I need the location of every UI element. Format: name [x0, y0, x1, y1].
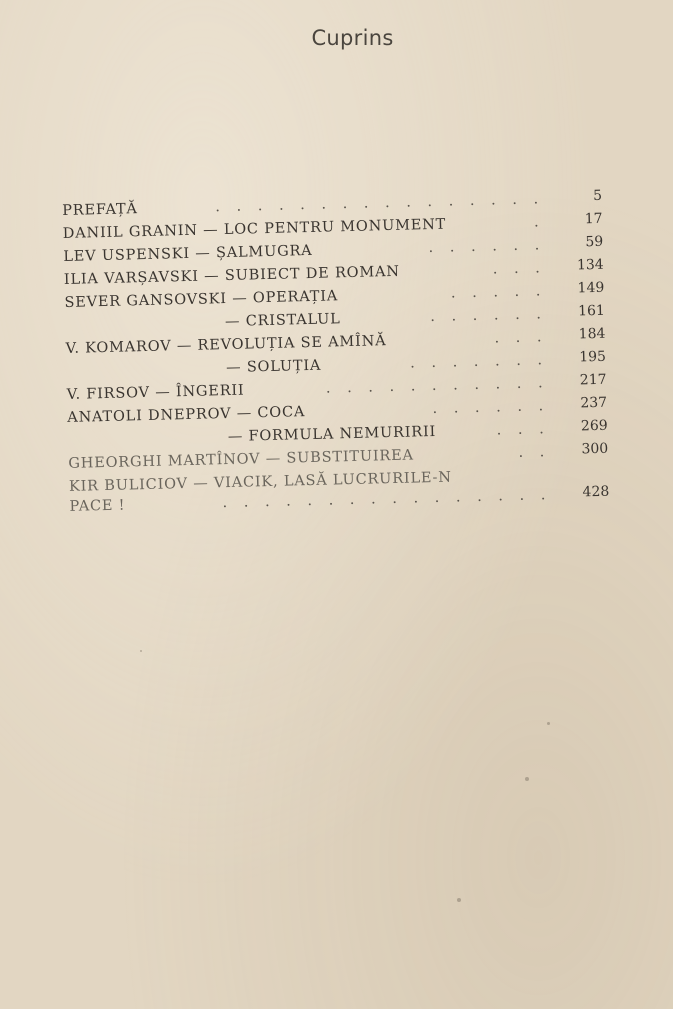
toc-leader-dots: . . . . . . — [430, 306, 548, 326]
toc-leader-dots: . . . — [492, 260, 547, 278]
toc-page-number: 300 — [581, 440, 609, 458]
toc-page-number: 161 — [577, 302, 606, 320]
toc-leader-dots: . . . . . . . . . . . . . . . . — [215, 191, 545, 216]
page-title: Cuprins — [311, 26, 394, 50]
toc-entry-title: — SOLUȚIA — [225, 357, 322, 377]
toc-leader-dots: . — [533, 214, 545, 231]
toc-entry-title: ILIA VARȘAVSKI — SUBIECT DE ROMAN — [63, 263, 400, 288]
toc-entry-title: PACE ! — [69, 497, 126, 515]
toc-entry-title: — FORMULA NEMURIRII — [227, 423, 437, 446]
toc-entry-title: — CRISTALUL — [224, 311, 341, 331]
toc-page-number: 195 — [579, 348, 607, 366]
toc-page-number: 184 — [578, 325, 606, 343]
toc-page-number: 149 — [577, 279, 605, 297]
toc-entry-title: V. KOMAROV — REVOLUȚIA SE AMÎNĂ — [65, 333, 387, 357]
toc-page-number: 5 — [592, 187, 603, 205]
toc-page-number: 217 — [579, 371, 607, 389]
paper-speck — [525, 777, 529, 781]
toc-page-number: 134 — [576, 256, 604, 274]
paper-speck — [547, 722, 550, 725]
toc-entry-title: SEVER GANSOVSKI — OPERAȚIA — [64, 288, 339, 311]
toc-leader-dots: . . . . . . — [428, 237, 546, 257]
paper-speck — [140, 650, 142, 652]
toc-page-number: 428 — [582, 483, 610, 501]
toc-page-number: 269 — [580, 417, 608, 435]
toc-entry-title: PREFAȚĂ — [62, 201, 138, 219]
toc-entry-title: GHEORGHI MARTÎNOV — SUBSTITUIREA — [68, 447, 414, 472]
toc-entry-title: KIR BULICIOV — VIACIK, LASĂ LUCRURILE-N — [68, 469, 452, 495]
toc-page-number: 237 — [580, 394, 608, 412]
toc-leader-dots: . . . . . . . . . . . . . . . . — [222, 487, 552, 512]
toc-entry-title: V. FIRSOV — ÎNGERII — [66, 382, 245, 403]
toc-leader-dots: . . . . . . . — [409, 352, 549, 372]
toc-leader-dots: . . . . . . . . . . . — [325, 375, 549, 397]
toc-leader-dots: . . — [518, 444, 551, 461]
toc-leader-dots: . . . — [494, 329, 548, 347]
toc-leader-dots: . . . . . — [450, 283, 547, 302]
toc-leader-dots: . . . — [496, 421, 550, 439]
table-of-contents — [62, 187, 610, 519]
toc-entry-title: ANATOLI DNEPROV — COCA — [67, 404, 306, 426]
paper-speck — [457, 898, 461, 902]
toc-page-number: 59 — [585, 233, 604, 251]
toc-leader-dots: . . . . . . — [432, 398, 550, 418]
toc-entry-title: LEV USPENSKI — ȘALMUGRA — [63, 242, 313, 265]
toc-entry-title: DANIIL GRANIN — LOC PENTRU MONUMENT — [62, 216, 447, 242]
toc-page-number: 17 — [584, 210, 603, 228]
